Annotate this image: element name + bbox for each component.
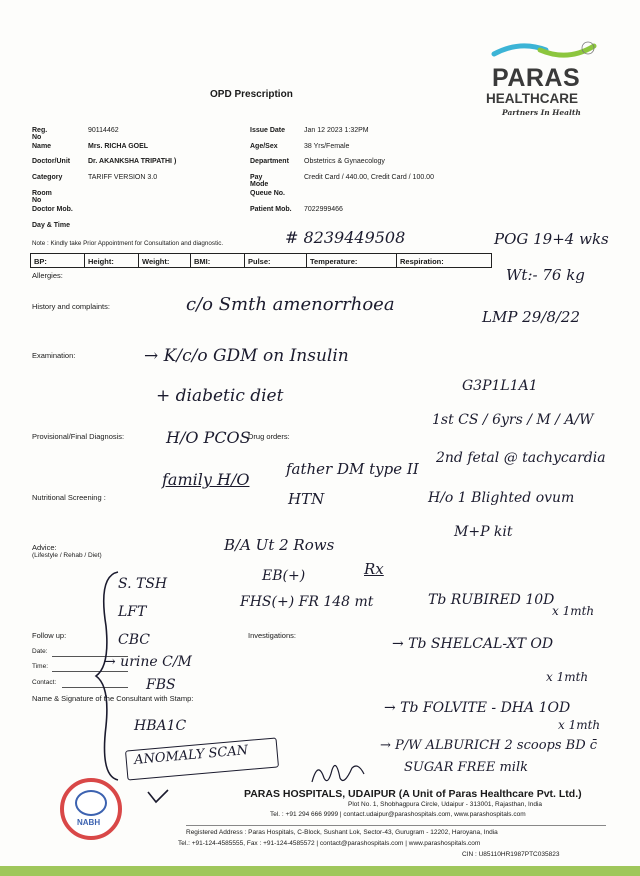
hw-exam-1: → K/c/o GDM on Insulin (144, 346, 349, 366)
info-label: Patient Mob. (250, 206, 292, 213)
brand-subname: HEALTHCARE (486, 91, 578, 106)
info-label: Department (250, 158, 289, 165)
info-value: 90114462 (88, 127, 119, 134)
vital-pulse: Pulse: (245, 254, 307, 267)
hw-drug-3b: x 1mth (558, 718, 601, 732)
vital-respiration: Respiration: (400, 257, 444, 266)
hw-gravida: G3P1L1A1 (462, 378, 538, 394)
vitals-table (30, 253, 492, 268)
brand-name: PARAS (492, 64, 581, 92)
hw-fhs: FHS(+) FR 148 mt (240, 594, 374, 610)
hw-pog: POG 19+4 wks (494, 230, 609, 248)
hw-prev-1: 1st CS / 6yrs / M / A/W (432, 412, 594, 428)
hw-exam-2: + diabetic diet (156, 386, 284, 406)
doctor-signature-icon (308, 756, 368, 790)
info-value: Mrs. RICHA GOEL (88, 143, 149, 150)
info-value: Credit Card / 440.00, Credit Card / 100.00 (304, 174, 434, 181)
hw-history: c/o Smth amenorrhoea (186, 294, 395, 315)
hw-drug-1: Tb RUBIRED 10D (428, 592, 555, 608)
hw-rx: Rx (364, 560, 384, 578)
info-label: Reg. No (32, 127, 48, 141)
hw-weight: Wt:- 76 kg (506, 266, 585, 284)
hw-eb: EB(+) (262, 568, 306, 584)
brand-logo (486, 36, 606, 120)
footer-divider (186, 825, 606, 826)
footer-cin: CIN : U85110HR1987PTC035823 (462, 851, 560, 858)
hw-diagnosis: H/O PCOS (166, 428, 251, 447)
advice-label: Advice: (32, 543, 57, 552)
drug-orders-label: Drug orders: (248, 432, 290, 441)
hw-prev-2: 2nd fetal @ tachycardia (436, 450, 606, 466)
info-label: Day & Time (32, 222, 70, 229)
hw-prev-4: M+P kit (454, 524, 513, 540)
nutritional-label: Nutritional Screening : (32, 493, 106, 502)
info-label: Issue Date (250, 127, 286, 134)
info-value: 7022999466 (304, 206, 343, 213)
footer-address: Plot No. 1, Shobhagpura Circle, Udaipur - 313001, Rajasthan, India (348, 801, 543, 808)
history-label: History and complaints: (32, 302, 110, 311)
allergies-label: Allergies: (32, 271, 63, 280)
contact-label: Contact: (32, 679, 57, 686)
hw-father: father DM type II (286, 460, 419, 478)
hw-prev-3: H/o 1 Blighted ovum (428, 490, 575, 506)
hw-inv-1: S. TSH (118, 576, 168, 592)
hw-drug-2: → Tb SHELCAL-XT OD (392, 636, 554, 652)
nabh-text: NABH (77, 818, 101, 827)
info-label: Pay Mode (250, 174, 269, 188)
hw-inv-4: → urine C/M (104, 654, 192, 670)
appointment-note: Note : Kindly take Prior Appointment for Consultation and diagnostic. (32, 240, 224, 247)
footer-registered: Registered Address : Paras Hospitals, C-Block, Sushant Lok, Sector-43, Gurugram - 12202, Haroyana, India (186, 829, 498, 836)
info-label: Room No (32, 190, 52, 204)
vital-temperature: Temperature: (307, 254, 397, 267)
vital-height: Height: (85, 254, 139, 267)
info-value: 38 Yrs/Female (304, 143, 350, 150)
hw-drug-4b: SUGAR FREE milk (404, 760, 528, 775)
info-value: TARIFF VERSION 3.0 (88, 174, 158, 181)
hw-inv-5: FBS (146, 677, 176, 693)
signature-label: Name & Signature of the Consultant with Stamp: (32, 694, 194, 703)
nabh-inner-icon (75, 790, 107, 816)
hospital-unit: (A Unit of Paras Healthcare Pvt. Ltd.) (395, 788, 582, 800)
info-label: Doctor Mob. (32, 206, 73, 213)
hw-htn: HTN (288, 490, 325, 508)
hw-drug-4: → P/W ALBURICH 2 scoops BD c̄ (380, 738, 598, 753)
footer-telephone: Tel. : +91 294 666 9999 | contact.udaipur@parashospitals.com, www.parashospitals.com (270, 811, 526, 818)
hw-lmp: LMP 29/8/22 (482, 308, 581, 326)
diagnosis-label: Provisional/Final Diagnosis: (32, 432, 125, 441)
info-label: Name (32, 143, 52, 150)
hw-family: family H/O (162, 470, 250, 489)
hw-drug-3: → Tb FOLVITE - DHA 1OD (384, 700, 571, 716)
info-label: Doctor/Unit (32, 158, 71, 165)
footer-contact: Tel.: +91-124-4585555, Fax : +91-124-4585572 | contact@parashospitals.com | www.parashospitals.com (178, 840, 481, 847)
follow-up-label: Follow up: (32, 631, 67, 640)
brand-tagline: Partners In Health (502, 108, 581, 117)
info-label: Category (32, 174, 63, 181)
footer-color-band (0, 866, 640, 876)
hw-bracket-icon (92, 566, 122, 786)
nabh-badge (60, 778, 122, 840)
hw-phone: # 8239449508 (285, 228, 406, 247)
info-value: Dr. AKANKSHA TRIPATHI ) (88, 158, 177, 165)
logo-mark-icon (490, 36, 602, 66)
check-mark-icon (146, 788, 170, 804)
advice-sub-label: (Lifestyle / Rehab / Diet) (32, 552, 102, 559)
hw-ultrasound: B/A Ut 2 Rows (224, 536, 335, 554)
info-value: Obstetrics & Gynaecology (304, 158, 385, 165)
date-label: Date: (32, 648, 48, 655)
investigations-label: Investigations: (248, 631, 296, 640)
hospital-name: PARAS HOSPITALS, UDAIPUR (244, 788, 396, 800)
hw-inv-7: ANOMALY SCAN (133, 743, 249, 768)
info-value: Jan 12 2023 1:32PM (304, 127, 369, 134)
hw-inv-3: CBC (118, 632, 150, 648)
hw-drug-1b: x 1mth (552, 604, 595, 618)
vital-bp: BP: (31, 254, 85, 267)
page-title: OPD Prescription (210, 89, 293, 100)
hw-drug-2b: x 1mth (546, 670, 589, 684)
info-label: Queue No. (250, 190, 286, 197)
hw-inv-6: HBA1C (134, 718, 187, 734)
footer-hospital-line (244, 788, 582, 800)
info-label: Age/Sex (250, 143, 278, 150)
examination-label: Examination: (32, 351, 76, 360)
time-label: Time: (32, 663, 49, 670)
hw-inv-2: LFT (118, 604, 147, 620)
vital-bmi: BMI: (191, 254, 245, 267)
vital-weight: Weight: (139, 254, 191, 267)
